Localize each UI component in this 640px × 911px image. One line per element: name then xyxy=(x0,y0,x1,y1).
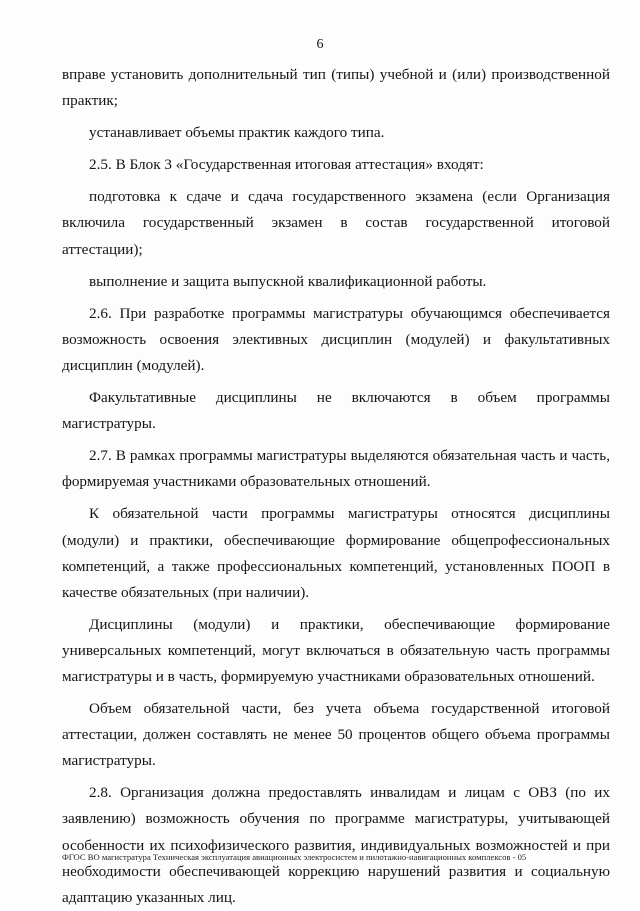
page-footer: ФГОС ВО магистратура Техническая эксплуатация авиационных электросистем и пилотажно-навигационных комплексов - 05 xyxy=(62,852,527,862)
paragraph: выполнение и защита выпускной квалификационной работы. xyxy=(89,272,487,290)
paragraph: 2.5. В Блок 3 «Государственная итоговая аттестация» входят: xyxy=(89,156,484,174)
paragraph: вправе установить дополнительный тип (типы) учебной и (или) производственной практик; xyxy=(62,66,610,110)
paragraph: подготовка к сдаче и сдача государственного экзамена (если Организация включила государственный экзамен в состав государственной итоговой аттестации); xyxy=(62,188,610,258)
paragraph: К обязательной части программы магистратуры относятся дисциплины (модули) и практики, обеспечивающие формирование общепрофессиональных компетенций, а также профессиональных компетенций, установленных ПООП в качестве обязательных (при наличии). xyxy=(62,505,610,601)
body-text xyxy=(62,62,610,911)
paragraph: устанавливает объемы практик каждого типа. xyxy=(89,124,385,142)
paragraph: 2.8. Организация должна предоставлять инвалидам и лицам с ОВЗ (по их заявлению) возможность обучения по программе магистратуры, учитывающей особенности их психофизического развития, индивидуальных возможностей и при необходимости обеспечивающей коррекцию нарушений развития и социальную адаптацию указанных лиц. xyxy=(62,784,610,906)
paragraph: Объем обязательной части, без учета объема государственной итоговой аттестации, должен составлять не менее 50 процентов общего объема программы магистратуры. xyxy=(62,700,610,770)
paragraph: 2.7. В рамках программы магистратуры выделяются обязательная часть и часть, формируемая участниками образовательных отношений. xyxy=(62,447,610,491)
page-number: 6 xyxy=(316,37,324,52)
paragraph: 2.6. При разработке программы магистратуры обучающимся обеспечивается возможность освоения элективных дисциплин (модулей) и факультативных дисциплин (модулей). xyxy=(62,304,610,374)
paragraph: Факультативные дисциплины не включаются в объем программы магистратуры. xyxy=(62,389,610,433)
paragraph: Дисциплины (модули) и практики, обеспечивающие формирование универсальных компетенций, могут включаться в обязательную часть программы магистратуры и в часть, формируемую участниками образовательных отношений. xyxy=(62,615,610,685)
